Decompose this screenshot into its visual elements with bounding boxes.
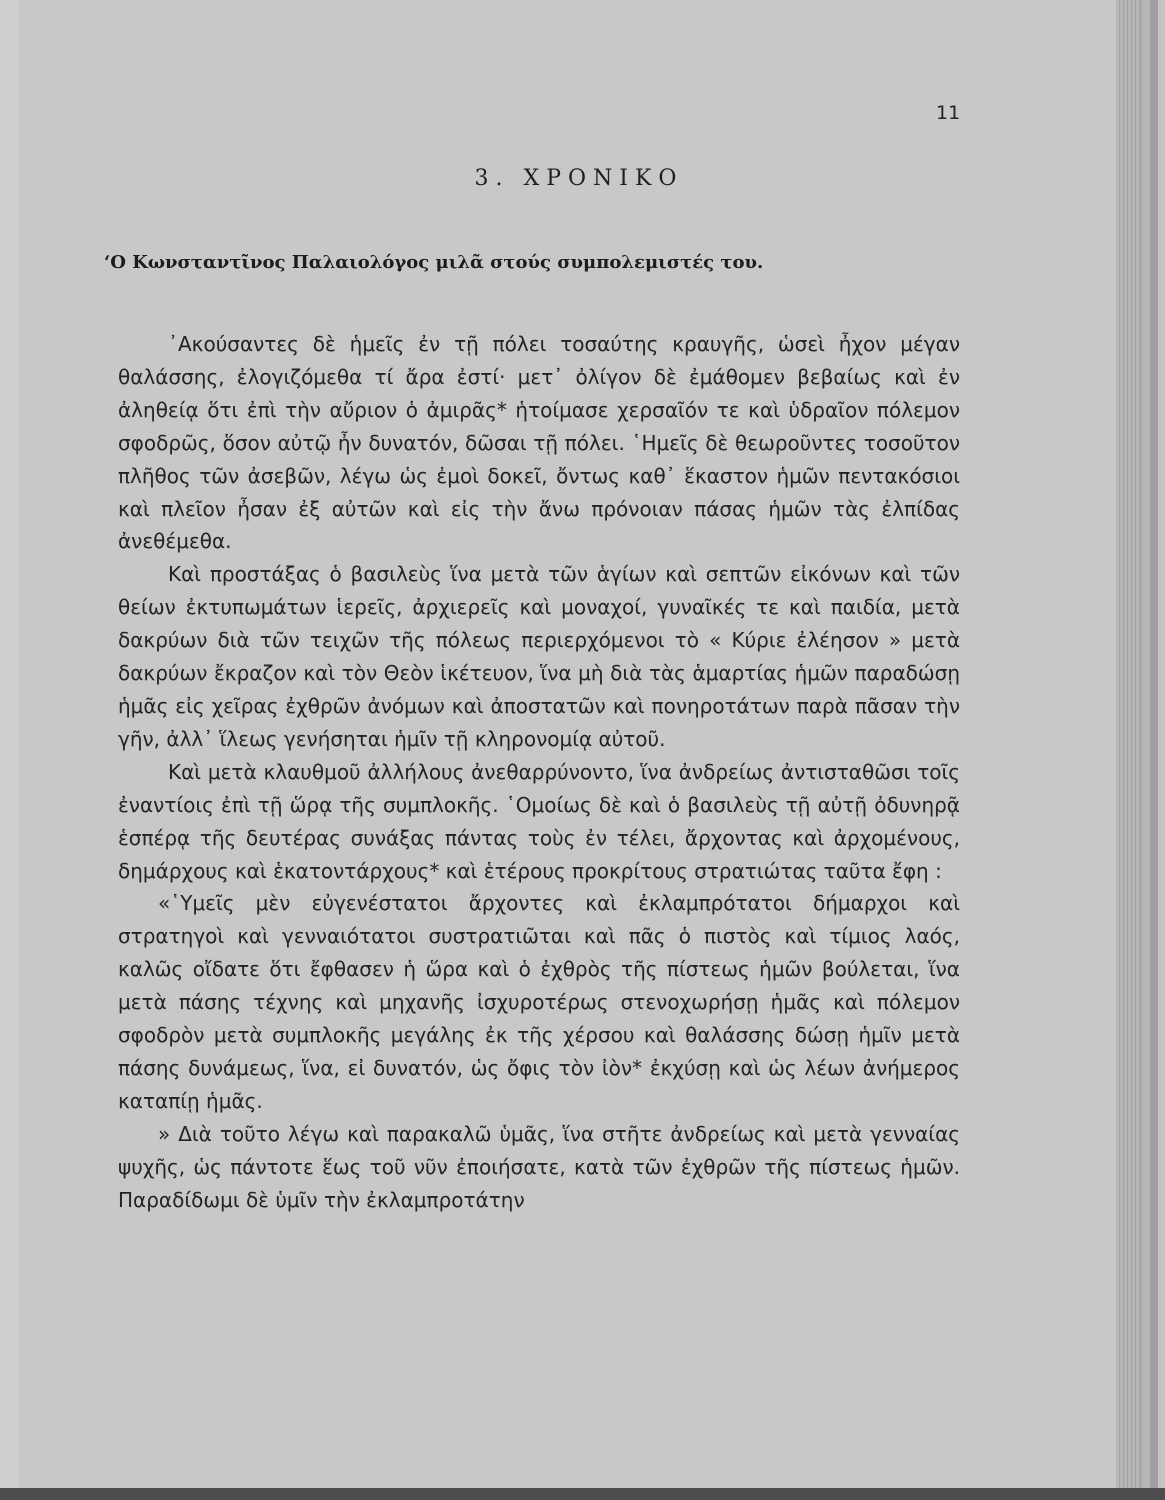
body-text xyxy=(118,328,960,1216)
page-edge-strip xyxy=(1116,0,1140,1488)
book-page xyxy=(18,0,1140,1488)
chapter-title: 3. ΧΡΟΝΙΚΟ xyxy=(474,166,684,191)
scan-bottom-edge xyxy=(0,1488,1165,1500)
paragraph-5: » Διὰ τοῦτο λέγω καὶ παρακαλῶ ὑμᾶς, ἵνα στῆτε ἀνδρείως καὶ μετὰ γενναίας ψυχῆς, ὡς πάντοτε ἕως τοῦ νῦν ἐποιήσατε, κατὰ τῶν ἐχθρῶν τῆς πίστεως ἡμῶν. Παραδίδωμι δὲ ὑμῖν τὴν ἐκλαμπροτάτην xyxy=(118,1121,960,1212)
chapter-subtitle: ‘Ο Κωνσταντῖνος Παλαιολόγος μιλᾶ στούς συμπολεμιστές του. xyxy=(104,252,764,273)
page-number: 11 xyxy=(936,102,961,124)
paragraph-3: Καὶ μετὰ κλαυθμοῦ ἀλλήλους ἀνεθαρρύνοντο, ἵνα ἀνδρείως ἀντισταθῶσι τοῖς ἐναντίοις ἐπὶ τῇ ὥρᾳ τῆς συμπλοκῆς. ῾Ομοίως δὲ καὶ ὁ βασιλεὺς τῇ αὐτῇ ὀδυνηρᾷ ἑσπέρᾳ τῆς δευτέρας συνάξας πάντας τοὺς ἐν τέλει, ἄρχοντας καὶ ἀρχομένους, δημάρχους καὶ ἑκατοντάρχους* καὶ ἑτέρους προκρίτους στρατιώτας ταῦτα ἔφη : xyxy=(118,759,960,883)
paragraph-2: Καὶ προστάξας ὁ βασιλεὺς ἵνα μετὰ τῶν ἁγίων καὶ σεπτῶν εἰκόνων καὶ τῶν θείων ἐκτυπωμάτων ἱερεῖς, ἀρχιερεῖς καὶ μοναχοί, γυναῖκές τε καὶ παιδία, μετὰ δακρύων διὰ τῶν τειχῶν τῆς πόλεως περιερχόμενοι τὸ « Κύριε ἐλέησον » μετὰ δακρύων ἔκραζον καὶ τὸν Θεὸν ἱκέτευον, ἵνα μὴ διὰ τὰς ἁμαρτίας ἡμῶν παραδώσῃ ἡμᾶς εἰς χεῖρας ἐχθρῶν ἀνόμων καὶ ἀποστατῶν καὶ πονηροτάτων παρὰ πᾶσαν τὴν γῆν, ἀλλ᾿ ἵλεως γενήσηται ἡμῖν τῇ κληρονομίᾳ αὐτοῦ. xyxy=(118,562,960,751)
paragraph-4: «῾Υμεῖς μὲν εὐγενέστατοι ἄρχοντες καὶ ἐκλαμπρότατοι δήμαρχοι καὶ στρατηγοὶ καὶ γενναιότατοι συστρατιῶται καὶ πᾶς ὁ πιστὸς καὶ τίμιος λαός, καλῶς οἴδατε ὅτι ἔφθασεν ἡ ὥρα καὶ ὁ ἐχθρὸς τῆς πίστεως ἡμῶν βούλεται, ἵνα μετὰ πάσης τέχνης καὶ μηχανῆς ἰσχυροτέρως στενοχωρήσῃ ἡμᾶς καὶ πόλεμον σφοδρὸν μετὰ συμπλοκῆς μεγάλης ἐκ τῆς χέρσου καὶ θαλάσσης δώσῃ ἡμῖν μετὰ πάσης δυνάμεως, ἵνα, εἰ δυνατόν, ὡς ὄφις τὸν ἰὸν* ἐκχύσῃ καὶ ὡς λέων ἀνήμερος καταπίῃ ἡμᾶς. xyxy=(118,891,960,1113)
paragraph-1: ᾿Ακούσαντες δὲ ἡμεῖς ἐν τῇ πόλει τοσαύτης κραυγῆς, ὡσεὶ ἦχον μέγαν θαλάσσης, ἐλογιζόμεθα τί ἄρα ἐστί· μετ᾿ ὀλίγον δὲ ἐμάθομεν βεβαίως καὶ ἐν ἀληθείᾳ ὅτι ἐπὶ τὴν αὔριον ὁ ἀμιρᾶς* ἡτοίμασε χερσαῖόν τε καὶ ὑδραῖον πόλεμον σφοδρῶς, ὅσον αὐτῷ ἦν δυνατόν, δῶσαι τῇ πόλει. ῾Ημεῖς δὲ θεωροῦντες τοσοῦτον πλῆθος τῶν ἀσεβῶν, λέγω ὡς ἐμοὶ δοκεῖ, ὄντως καθ᾿ ἕκαστον ἡμῶν πεντακόσιοι καὶ πλεῖον ἦσαν ἐξ αὐτῶν καὶ εἰς τὴν ἄνω πρόνοιαν πάσας ἡμῶν τὰς ἐλπίδας ἀνεθέμεθα. xyxy=(118,332,960,554)
